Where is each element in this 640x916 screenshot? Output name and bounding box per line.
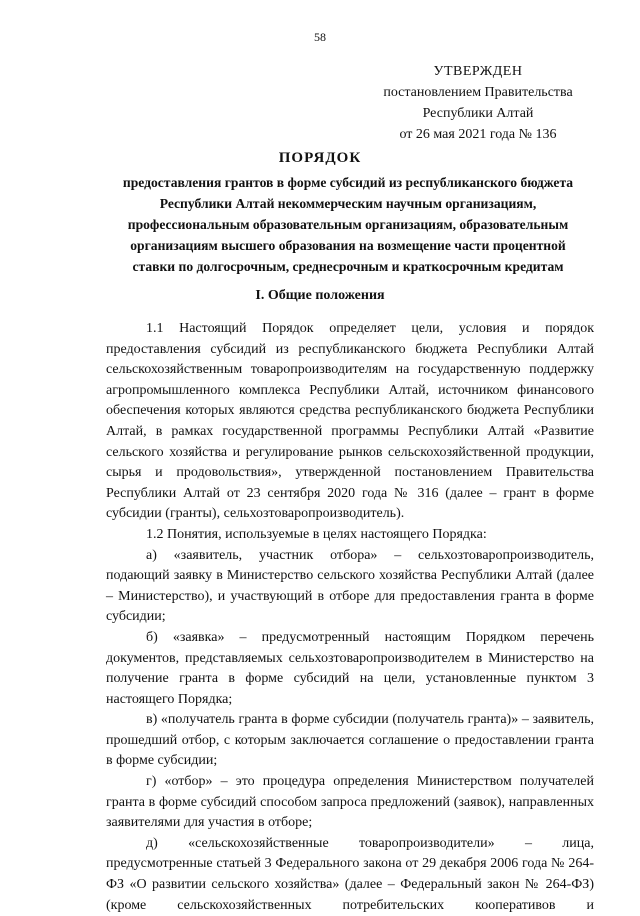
- paragraph-1-1: 1.1 Настоящий Порядок определяет цели, условия и порядок предоставления субсидий из республиканского бюджета Республики Алтай сельскохозяйственным товаропроизводителям на государственную поддержку агропромышленного комплекса Республики Алтай, источником финансового обеспечения которых являются средства республиканского бюджета Республики Алтай, в рамках государственной программы Республики Алтай «Развитие сельского хозяйства и регулирование рынков сельскохозяйственной продукции, сырья и продовольствия», утвержденной постановлением Правительства Республики Алтай от 23 сентября 2020 года № 316 (далее – грант в форме субсидии (гранты), сельхозтоваропроизводитель).: [106, 321, 594, 522]
- document-body: [106, 319, 594, 916]
- section-heading: I. Общие положения: [255, 288, 385, 303]
- paragraph-item-b: б) «заявка» – предусмотренный настоящим Порядком перечень документов, представляемых сельхозтоваропроизводителем в Министерство на получение гранта в форме субсидий на цели, установленные пунктом 3 настоящего Порядка;: [106, 629, 594, 707]
- approval-line-3: от 26 мая 2021 года № 136: [399, 127, 557, 142]
- approval-stamp: УТВЕРЖДЕН: [433, 64, 523, 79]
- approval-block: [378, 61, 578, 145]
- paragraph-item-v: в) «получатель гранта в форме субсидии (получатель гранта)» – заявитель, прошедший отбор, с которым заключается соглашение о предоставлении гранта в форме субсидии;: [106, 712, 594, 769]
- paragraph-item-a: а) «заявитель, участник отбора» – сельхозтоваропроизводитель, подающий заявку в Министерство сельского хозяйства Республики Алтай (далее – Министерство), и участвующий в отборе для предоставления гранта в форме субсидии;: [106, 547, 594, 625]
- document-title: ПОРЯДОК: [278, 150, 362, 166]
- document-subtitle: предоставления грантов в форме субсидий из республиканского бюджета Республики Алтай некоммерческим научным организациям, профессиональным образовательным организациям, образовательным организациям высшего образования на возмещение части процентной ставки по долгосрочным, среднесрочным и краткосрочным кредитам: [122, 175, 574, 274]
- approval-line-1: постановлением Правительства: [383, 85, 573, 100]
- page-number: 58: [314, 30, 326, 44]
- paragraph-item-g: г) «отбор» – это процедура определения Министерством получателей гранта в форме субсидий способом запроса предложений (заявок), направленных заявителями для участия в отборе;: [106, 774, 594, 831]
- paragraph-1-2: 1.2 Понятия, используемые в целях настоящего Порядка:: [146, 526, 487, 542]
- approval-line-2: Республики Алтай: [422, 106, 534, 121]
- paragraph-item-d: д) «сельскохозяйственные товаропроизводители» – лица, предусмотренные статьей 3 Федерального закона от 29 декабря 2006 года № 264-ФЗ «О развитии сельского хозяйства» (далее – Федеральный закон № 264-ФЗ) (кроме сельскохозяйственных потребительских кооперативов и: [106, 835, 594, 913]
